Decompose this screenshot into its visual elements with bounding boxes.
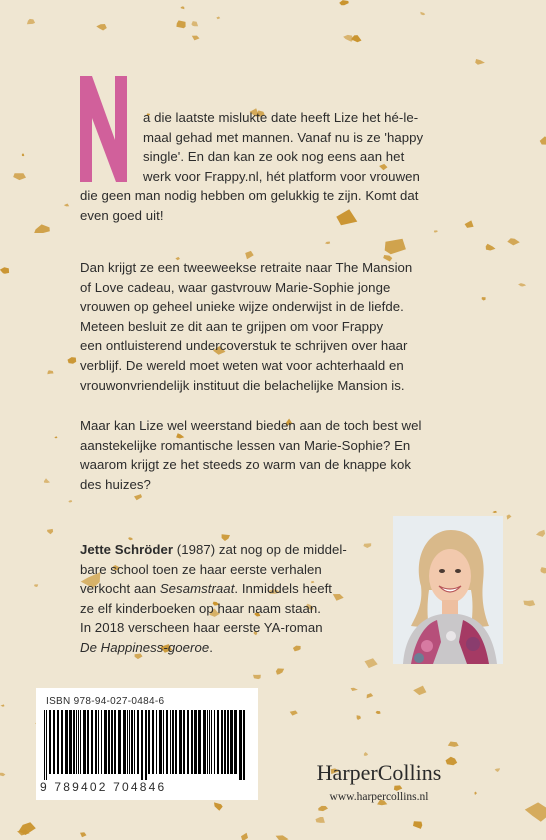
- publisher-url: www.harpercollins.nl: [329, 791, 429, 803]
- gold-flake: [192, 36, 200, 41]
- bio-line: bare school toen ze haar eerste verhalen: [80, 561, 322, 577]
- gold-flake: [0, 773, 5, 777]
- barcode-bar: [111, 710, 113, 774]
- gold-flake: [47, 529, 53, 534]
- gold-flake: [365, 658, 378, 668]
- gold-flake: [34, 584, 38, 587]
- barcode-bar: [118, 710, 121, 774]
- bio-line: [80, 579, 380, 599]
- gold-flake: [241, 833, 248, 840]
- barcode-bar: [49, 710, 51, 774]
- barcode-bar: [73, 710, 75, 774]
- blurb-paragraph-2: [80, 258, 520, 395]
- blurb-line: Meteen besluit ze dit aan te grijpen om voor Frappy: [80, 318, 384, 334]
- barcode-bar: [53, 710, 55, 774]
- gold-flake: [525, 802, 546, 821]
- barcode-bar: [145, 710, 147, 780]
- gold-flake: [486, 244, 496, 251]
- gold-flake: [54, 436, 57, 438]
- barcode-bar: [214, 710, 215, 774]
- gold-flake: [318, 806, 328, 811]
- barcode-bar: [76, 710, 77, 774]
- barcode-bar: [61, 710, 63, 774]
- barcode-bar: [95, 710, 97, 774]
- blurb-line: vrouwonvriendelijk instituut die belachelijke Mansion is.: [80, 377, 405, 393]
- gold-flake: [364, 752, 368, 756]
- gold-flake: [475, 59, 485, 65]
- barcode-bar: [137, 710, 139, 774]
- gold-flake: [214, 802, 223, 810]
- barcode-bar: [152, 710, 154, 774]
- bio-text: (1987) zat nog op de middel-: [173, 542, 347, 557]
- gold-flake: [176, 20, 185, 28]
- gold-flake: [290, 711, 298, 716]
- bio-line: ze elf kinderboeken op haar naam staan.: [80, 600, 321, 616]
- bio-text: verkocht aan: [80, 581, 160, 597]
- gold-flake: [325, 242, 330, 245]
- barcode-bar: [191, 710, 193, 774]
- barcode-bar: [211, 710, 212, 774]
- author-name: Jette Schröder: [80, 542, 174, 557]
- barcode-bar: [209, 710, 210, 774]
- gold-flake: [0, 267, 9, 274]
- barcode-bar: [172, 710, 174, 774]
- barcode-bar: [203, 710, 206, 774]
- gold-flake: [216, 17, 220, 20]
- gold-flake: [181, 6, 185, 9]
- gold-flake: [253, 675, 261, 679]
- barcode-bar: [91, 710, 93, 774]
- gold-flake: [316, 817, 325, 823]
- gold-flake: [68, 500, 72, 502]
- blurb-line: a die laatste mislukte date heeft Lize het hé-le-: [143, 110, 419, 125]
- dropcap-letter: [80, 76, 127, 182]
- gold-flake: [80, 832, 87, 837]
- gold-flake: [1, 704, 5, 706]
- gold-flake: [351, 35, 362, 42]
- gold-flake: [413, 821, 422, 829]
- bio-text: .: [209, 639, 213, 655]
- isbn-label: ISBN 978-94-027-0484-6: [46, 696, 165, 707]
- gold-flake: [523, 600, 535, 606]
- bio-line: In 2018 verscheen haar eerste YA-roman: [80, 620, 323, 636]
- barcode-bar: [170, 710, 171, 774]
- barcode-bar: [207, 710, 208, 774]
- barcode-bar: [148, 710, 150, 774]
- gold-flake: [343, 35, 353, 42]
- gold-flake: [351, 688, 358, 691]
- blurb-line: maal gehad met mannen. Vanaf nu is ze 'happy: [143, 129, 424, 145]
- blurb-line: des huizes?: [80, 476, 151, 492]
- blurb-line: werk voor Frappy.nl, hét platform voor vrouwen: [143, 168, 420, 184]
- barcode-bar: [221, 710, 223, 774]
- barcode-bar: [80, 710, 81, 774]
- blurb-paragraph-1: [143, 108, 523, 186]
- gold-flake: [357, 715, 361, 720]
- barcode-bar: [108, 710, 110, 774]
- gold-flake: [339, 0, 349, 5]
- gold-flake: [68, 357, 77, 364]
- gold-flake: [34, 224, 50, 233]
- barcode-bar: [65, 710, 68, 774]
- barcode-bar: [78, 710, 79, 774]
- barcode-bar: [234, 710, 237, 774]
- blurb-line: Dan krijgt ze een tweeweekse retraite naar The Mansion: [80, 260, 413, 275]
- gold-flake: [385, 239, 406, 255]
- barcode-bar: [104, 710, 107, 774]
- barcode-panel: [36, 688, 258, 800]
- barcode-bar: [183, 710, 185, 774]
- blurb-line: verblijf. De wereld moet weten wat voor achterhaald en: [80, 357, 404, 373]
- barcode-bar: [87, 710, 89, 774]
- gold-flake: [367, 693, 374, 698]
- gold-flake: [376, 711, 381, 714]
- blurb-paragraph-1-cont: [80, 186, 520, 225]
- barcode-bar: [129, 710, 130, 774]
- gold-flake: [22, 153, 24, 156]
- gold-flake: [474, 792, 477, 796]
- gold-flake: [276, 835, 289, 840]
- gold-flake: [540, 567, 546, 573]
- blurb-paragraph-3: [80, 416, 520, 494]
- barcode-bar: [83, 710, 86, 774]
- blurb-line: even goed uit!: [80, 207, 164, 223]
- publisher-logo: HarperCollins: [316, 760, 442, 785]
- blurb-line: of Love cadeau, waar gastvrouw Marie-Sophie jonge: [80, 279, 391, 295]
- gold-flake: [536, 530, 545, 537]
- gold-flake: [276, 668, 284, 674]
- author-photo: [393, 516, 503, 664]
- barcode-bar: [239, 710, 242, 780]
- gold-flake: [191, 21, 198, 26]
- gold-flake: [495, 768, 500, 772]
- gold-flake: [448, 742, 459, 747]
- barcode-bar: [123, 710, 126, 774]
- gold-flake: [420, 12, 425, 15]
- gold-flake: [44, 478, 50, 483]
- barcode-bar: [156, 710, 157, 774]
- gold-flake: [64, 204, 69, 207]
- barcode-bar: [57, 710, 59, 774]
- barcode-bar: [194, 710, 197, 774]
- bio-text: . Inmiddels heeft: [234, 581, 333, 597]
- gold-flake: [540, 136, 546, 144]
- gold-flake: [27, 19, 35, 24]
- barcode-bar: [101, 710, 102, 774]
- blurb-line: die geen man nodig hebben om gelukkig te zijn. Komt dat: [80, 188, 419, 203]
- bio-line: [80, 540, 380, 560]
- gold-flake: [507, 514, 512, 519]
- barcode-bars: [44, 710, 250, 780]
- gold-flake: [13, 173, 26, 180]
- gold-flake: [47, 370, 53, 374]
- barcode-digits: 9 789402 704846: [40, 780, 167, 794]
- gold-flake: [507, 238, 520, 245]
- bio-title-book: De Happiness-goeroe: [80, 639, 210, 655]
- barcode-bar: [98, 710, 99, 774]
- blurb-line: vrouwen op geheel unieke wijze onderwijst in de liefde.: [80, 299, 404, 315]
- barcode-bar: [163, 710, 164, 774]
- blurb-line: een ontluisterend undercoverstuk te schrijven over haar: [80, 338, 408, 354]
- barcode-bar: [114, 710, 116, 774]
- dropcap-shape: [80, 76, 127, 182]
- barcode-bar: [187, 710, 189, 774]
- gold-flake: [434, 230, 438, 232]
- author-bio: [80, 540, 380, 658]
- barcode-bar: [198, 710, 201, 774]
- barcode-bar: [69, 710, 72, 774]
- barcode-bar: [141, 710, 143, 780]
- barcode-bar: [46, 710, 47, 780]
- barcode-bar: [224, 710, 226, 774]
- barcode-bar: [159, 710, 162, 774]
- barcode-bar: [243, 710, 245, 780]
- barcode-bar: [166, 710, 168, 774]
- bio-line: [80, 638, 380, 658]
- barcode-bar: [230, 710, 233, 774]
- gold-flake: [96, 24, 107, 31]
- barcode-bar: [131, 710, 133, 774]
- barcode-bar: [227, 710, 229, 774]
- blurb-line: waarom krijgt ze het steeds zo warm van de knappe kok: [80, 457, 412, 473]
- blurb-line: single'. En dan kan ze ook nog eens aan het: [143, 149, 405, 165]
- barcode-bar: [179, 710, 182, 774]
- gold-flake: [134, 494, 142, 500]
- blurb-line: Maar kan Lize wel weerstand bieden aan de toch best wel: [80, 418, 422, 433]
- blurb-line: aanstekelijke romantische lessen van Marie-Sophie? En: [80, 437, 411, 453]
- barcode-bar: [134, 710, 135, 774]
- barcode-bar: [127, 710, 128, 774]
- barcode-bar: [217, 710, 219, 774]
- bio-title-sesamstraat: Sesamstraat: [159, 581, 235, 597]
- barcode-bar: [44, 710, 45, 780]
- gold-flake: [413, 686, 426, 696]
- gold-flake: [492, 511, 497, 513]
- barcode-bar: [175, 710, 177, 774]
